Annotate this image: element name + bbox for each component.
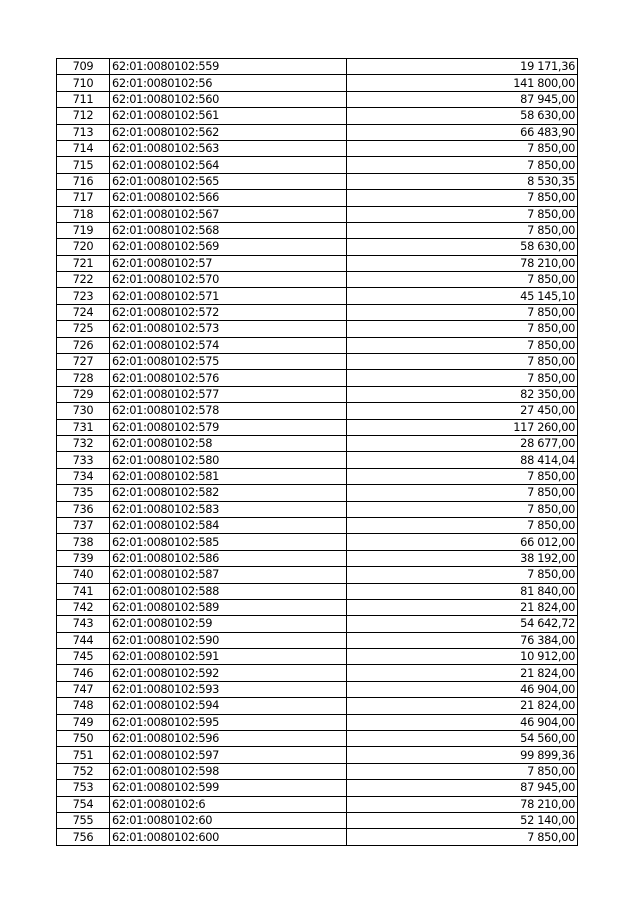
row-number-cell: 709 (57, 59, 110, 75)
table-row (57, 59, 578, 75)
cadastral-value-cell: 81 840,00 (347, 583, 578, 599)
table-row (57, 829, 578, 845)
cadastral-value-cell: 7 850,00 (347, 190, 578, 206)
row-number-cell: 724 (57, 304, 110, 320)
cadastral-number-cell: 62:01:0080102:581 (110, 468, 347, 484)
cadastral-value-cell: 99 899,36 (347, 747, 578, 763)
cadastral-value-cell: 10 912,00 (347, 649, 578, 665)
cadastral-value-cell: 52 140,00 (347, 812, 578, 828)
table-row (57, 173, 578, 189)
cadastral-value-cell: 46 904,00 (347, 681, 578, 697)
cadastral-number-cell: 62:01:0080102:570 (110, 272, 347, 288)
row-number-cell: 749 (57, 714, 110, 730)
table-row (57, 321, 578, 337)
table-row (57, 386, 578, 402)
cadastral-number-cell: 62:01:0080102:577 (110, 386, 347, 402)
row-number-cell: 720 (57, 239, 110, 255)
table-row (57, 304, 578, 320)
cadastral-value-cell: 21 824,00 (347, 665, 578, 681)
row-number-cell: 740 (57, 567, 110, 583)
cadastral-value-cell: 7 850,00 (347, 370, 578, 386)
row-number-cell: 735 (57, 485, 110, 501)
cadastral-value-cell: 46 904,00 (347, 714, 578, 730)
cadastral-value-cell: 7 850,00 (347, 485, 578, 501)
cadastral-number-cell: 62:01:0080102:561 (110, 108, 347, 124)
cadastral-number-cell: 62:01:0080102:559 (110, 59, 347, 75)
row-number-cell: 714 (57, 140, 110, 156)
cadastral-number-cell: 62:01:0080102:56 (110, 75, 347, 91)
cadastral-number-cell: 62:01:0080102:565 (110, 173, 347, 189)
table-row (57, 190, 578, 206)
table-row (57, 731, 578, 747)
cadastral-number-cell: 62:01:0080102:597 (110, 747, 347, 763)
table-body (57, 59, 578, 846)
cadastral-number-cell: 62:01:0080102:576 (110, 370, 347, 386)
cadastral-value-cell: 21 824,00 (347, 698, 578, 714)
row-number-cell: 747 (57, 681, 110, 697)
cadastral-value-cell: 7 850,00 (347, 321, 578, 337)
table-row (57, 435, 578, 451)
cadastral-value-cell: 87 945,00 (347, 780, 578, 796)
cadastral-number-cell: 62:01:0080102:584 (110, 517, 347, 533)
cadastral-value-cell: 7 850,00 (347, 517, 578, 533)
row-number-cell: 726 (57, 337, 110, 353)
table-row (57, 714, 578, 730)
row-number-cell: 725 (57, 321, 110, 337)
row-number-cell: 744 (57, 632, 110, 648)
table-row (57, 698, 578, 714)
cadastral-value-cell: 117 260,00 (347, 419, 578, 435)
table-row (57, 649, 578, 665)
cadastral-value-cell: 88 414,04 (347, 452, 578, 468)
table-row (57, 452, 578, 468)
cadastral-value-cell: 38 192,00 (347, 550, 578, 566)
cadastral-number-cell: 62:01:0080102:588 (110, 583, 347, 599)
cadastral-number-cell: 62:01:0080102:583 (110, 501, 347, 517)
table-row (57, 485, 578, 501)
cadastral-value-cell: 19 171,36 (347, 59, 578, 75)
cadastral-number-cell: 62:01:0080102:60 (110, 812, 347, 828)
row-number-cell: 742 (57, 599, 110, 615)
table-row (57, 763, 578, 779)
cadastral-number-cell: 62:01:0080102:600 (110, 829, 347, 845)
row-number-cell: 713 (57, 124, 110, 140)
row-number-cell: 719 (57, 222, 110, 238)
cadastral-value-cell: 7 850,00 (347, 354, 578, 370)
cadastral-number-cell: 62:01:0080102:564 (110, 157, 347, 173)
cadastral-number-cell: 62:01:0080102:587 (110, 567, 347, 583)
table-row (57, 403, 578, 419)
table-row (57, 632, 578, 648)
table-row (57, 616, 578, 632)
row-number-cell: 731 (57, 419, 110, 435)
cadastral-value-cell: 7 850,00 (347, 157, 578, 173)
cadastral-value-table (56, 58, 578, 846)
cadastral-value-cell: 7 850,00 (347, 222, 578, 238)
cadastral-value-cell: 45 145,10 (347, 288, 578, 304)
table-row (57, 354, 578, 370)
cadastral-number-cell: 62:01:0080102:595 (110, 714, 347, 730)
cadastral-value-cell: 54 642,72 (347, 616, 578, 632)
row-number-cell: 741 (57, 583, 110, 599)
table-row (57, 812, 578, 828)
cadastral-number-cell: 62:01:0080102:59 (110, 616, 347, 632)
row-number-cell: 723 (57, 288, 110, 304)
table-row (57, 419, 578, 435)
row-number-cell: 750 (57, 731, 110, 747)
cadastral-number-cell: 62:01:0080102:57 (110, 255, 347, 271)
table-row (57, 91, 578, 107)
row-number-cell: 734 (57, 468, 110, 484)
row-number-cell: 752 (57, 763, 110, 779)
table-row (57, 108, 578, 124)
row-number-cell: 739 (57, 550, 110, 566)
table-row (57, 747, 578, 763)
cadastral-value-cell: 7 850,00 (347, 829, 578, 845)
cadastral-number-cell: 62:01:0080102:566 (110, 190, 347, 206)
cadastral-number-cell: 62:01:0080102:58 (110, 435, 347, 451)
cadastral-number-cell: 62:01:0080102:592 (110, 665, 347, 681)
row-number-cell: 756 (57, 829, 110, 845)
row-number-cell: 737 (57, 517, 110, 533)
cadastral-value-cell: 7 850,00 (347, 763, 578, 779)
row-number-cell: 755 (57, 812, 110, 828)
row-number-cell: 727 (57, 354, 110, 370)
table-row (57, 255, 578, 271)
cadastral-value-cell: 7 850,00 (347, 501, 578, 517)
row-number-cell: 732 (57, 435, 110, 451)
cadastral-value-cell: 7 850,00 (347, 140, 578, 156)
cadastral-value-cell: 7 850,00 (347, 567, 578, 583)
row-number-cell: 738 (57, 534, 110, 550)
cadastral-number-cell: 62:01:0080102:567 (110, 206, 347, 222)
cadastral-value-cell: 78 210,00 (347, 796, 578, 812)
cadastral-number-cell: 62:01:0080102:596 (110, 731, 347, 747)
row-number-cell: 716 (57, 173, 110, 189)
table-row (57, 140, 578, 156)
cadastral-value-cell: 78 210,00 (347, 255, 578, 271)
cadastral-number-cell: 62:01:0080102:568 (110, 222, 347, 238)
cadastral-number-cell: 62:01:0080102:594 (110, 698, 347, 714)
cadastral-number-cell: 62:01:0080102:562 (110, 124, 347, 140)
cadastral-value-cell: 66 483,90 (347, 124, 578, 140)
table-row (57, 681, 578, 697)
table-row (57, 468, 578, 484)
table-row (57, 583, 578, 599)
table-row (57, 157, 578, 173)
table-row (57, 206, 578, 222)
row-number-cell: 733 (57, 452, 110, 468)
cadastral-number-cell: 62:01:0080102:6 (110, 796, 347, 812)
cadastral-value-cell: 141 800,00 (347, 75, 578, 91)
row-number-cell: 753 (57, 780, 110, 796)
cadastral-value-cell: 28 677,00 (347, 435, 578, 451)
cadastral-value-cell: 8 530,35 (347, 173, 578, 189)
row-number-cell: 717 (57, 190, 110, 206)
table-row (57, 222, 578, 238)
row-number-cell: 743 (57, 616, 110, 632)
row-number-cell: 710 (57, 75, 110, 91)
table-row (57, 550, 578, 566)
table-row (57, 239, 578, 255)
cadastral-number-cell: 62:01:0080102:585 (110, 534, 347, 550)
cadastral-value-cell: 66 012,00 (347, 534, 578, 550)
table-row (57, 75, 578, 91)
row-number-cell: 729 (57, 386, 110, 402)
cadastral-value-cell: 7 850,00 (347, 304, 578, 320)
cadastral-number-cell: 62:01:0080102:578 (110, 403, 347, 419)
cadastral-number-cell: 62:01:0080102:579 (110, 419, 347, 435)
cadastral-number-cell: 62:01:0080102:573 (110, 321, 347, 337)
row-number-cell: 746 (57, 665, 110, 681)
table-row (57, 780, 578, 796)
cadastral-number-cell: 62:01:0080102:572 (110, 304, 347, 320)
cadastral-value-cell: 82 350,00 (347, 386, 578, 402)
cadastral-number-cell: 62:01:0080102:560 (110, 91, 347, 107)
table-row (57, 517, 578, 533)
table-row (57, 599, 578, 615)
table-row (57, 796, 578, 812)
cadastral-number-cell: 62:01:0080102:563 (110, 140, 347, 156)
row-number-cell: 722 (57, 272, 110, 288)
cadastral-value-cell: 7 850,00 (347, 206, 578, 222)
cadastral-value-cell: 76 384,00 (347, 632, 578, 648)
row-number-cell: 728 (57, 370, 110, 386)
cadastral-number-cell: 62:01:0080102:574 (110, 337, 347, 353)
row-number-cell: 748 (57, 698, 110, 714)
cadastral-value-cell: 7 850,00 (347, 468, 578, 484)
cadastral-value-cell: 54 560,00 (347, 731, 578, 747)
table-row (57, 337, 578, 353)
row-number-cell: 754 (57, 796, 110, 812)
table-row (57, 665, 578, 681)
table-row (57, 567, 578, 583)
cadastral-number-cell: 62:01:0080102:589 (110, 599, 347, 615)
cadastral-number-cell: 62:01:0080102:593 (110, 681, 347, 697)
cadastral-value-cell: 21 824,00 (347, 599, 578, 615)
cadastral-value-cell: 7 850,00 (347, 337, 578, 353)
table-row (57, 501, 578, 517)
cadastral-number-cell: 62:01:0080102:599 (110, 780, 347, 796)
cadastral-number-cell: 62:01:0080102:598 (110, 763, 347, 779)
row-number-cell: 715 (57, 157, 110, 173)
cadastral-number-cell: 62:01:0080102:591 (110, 649, 347, 665)
cadastral-value-cell: 7 850,00 (347, 272, 578, 288)
cadastral-number-cell: 62:01:0080102:571 (110, 288, 347, 304)
row-number-cell: 730 (57, 403, 110, 419)
cadastral-value-cell: 58 630,00 (347, 239, 578, 255)
row-number-cell: 745 (57, 649, 110, 665)
table-row (57, 124, 578, 140)
table-row (57, 370, 578, 386)
cadastral-value-cell: 87 945,00 (347, 91, 578, 107)
cadastral-number-cell: 62:01:0080102:580 (110, 452, 347, 468)
table-row (57, 288, 578, 304)
row-number-cell: 751 (57, 747, 110, 763)
row-number-cell: 711 (57, 91, 110, 107)
cadastral-number-cell: 62:01:0080102:569 (110, 239, 347, 255)
cadastral-number-cell: 62:01:0080102:582 (110, 485, 347, 501)
cadastral-number-cell: 62:01:0080102:575 (110, 354, 347, 370)
cadastral-value-cell: 58 630,00 (347, 108, 578, 124)
row-number-cell: 718 (57, 206, 110, 222)
cadastral-number-cell: 62:01:0080102:586 (110, 550, 347, 566)
row-number-cell: 721 (57, 255, 110, 271)
row-number-cell: 736 (57, 501, 110, 517)
table-row (57, 534, 578, 550)
cadastral-value-cell: 27 450,00 (347, 403, 578, 419)
table-row (57, 272, 578, 288)
cadastral-number-cell: 62:01:0080102:590 (110, 632, 347, 648)
row-number-cell: 712 (57, 108, 110, 124)
